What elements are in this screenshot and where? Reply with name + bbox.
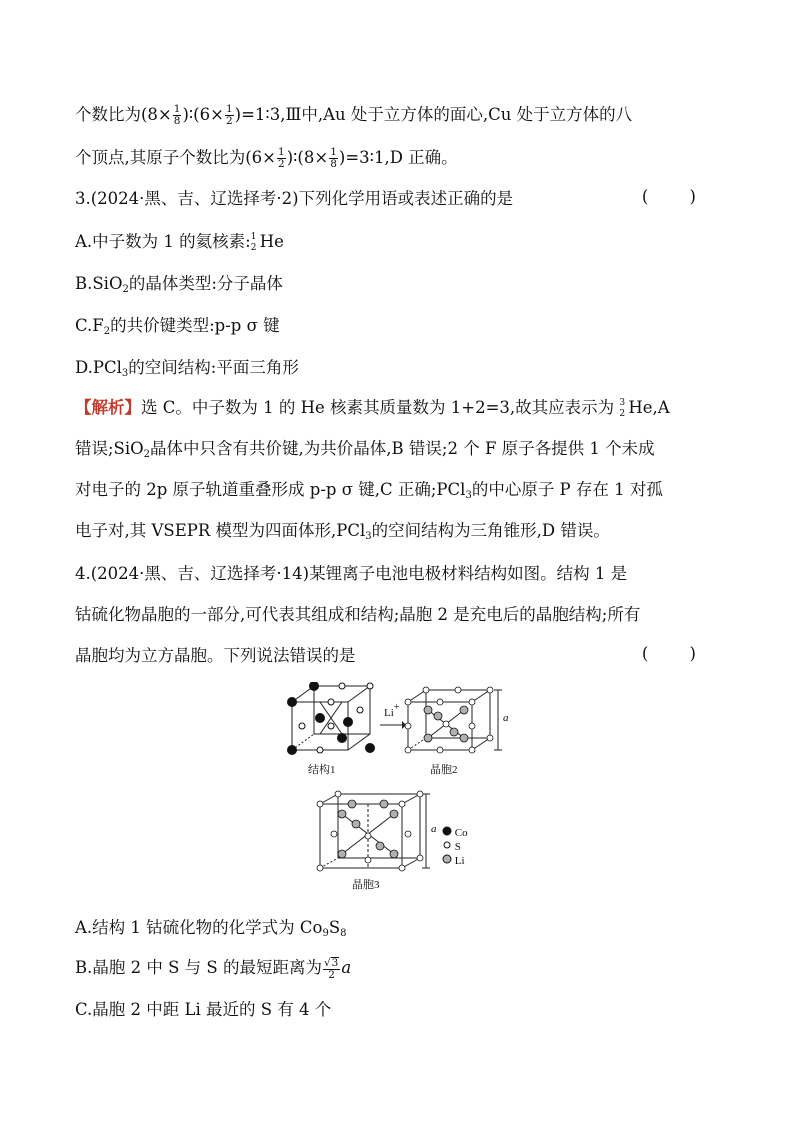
frac-num: 1 bbox=[330, 146, 337, 158]
question-3-option-c bbox=[75, 314, 280, 338]
s-atom bbox=[423, 687, 429, 693]
text-segment: )∶(8× bbox=[286, 148, 329, 167]
s-atom bbox=[405, 831, 411, 837]
mass-number: 1 bbox=[250, 231, 257, 242]
option-text: A.结构 1 钴硫化物的化学式为 Co bbox=[75, 918, 323, 937]
question-3-stem: 3.(2024·黑、吉、辽选择考·2)下列化学用语或表述正确的是 bbox=[75, 189, 514, 208]
text-segment: )=3∶1,D 正确。 bbox=[338, 148, 458, 167]
option-text: 的空间结构:平面三角形 bbox=[128, 358, 299, 377]
question-4-option-c: C.晶胞 2 中距 Li 最近的 S 有 4 个 bbox=[75, 1000, 332, 1019]
cell-2-edge-label: a bbox=[503, 712, 509, 724]
s-atom bbox=[405, 699, 411, 705]
s-atom bbox=[328, 723, 334, 729]
lithiation-arrow bbox=[380, 720, 406, 730]
analysis-text: 错误;SiO bbox=[75, 439, 144, 458]
question-3-option-a bbox=[75, 230, 284, 254]
analysis-line-3 bbox=[75, 478, 663, 502]
text-segment: )∶(6× bbox=[182, 105, 224, 124]
analysis-text: 对电子的 2p 原子轨道重叠形成 p-p σ 键,C 正确;PCl bbox=[75, 480, 466, 499]
subscript: 3 bbox=[465, 490, 472, 501]
s-atom bbox=[405, 723, 411, 729]
edge-variable: a bbox=[341, 958, 352, 977]
s-atom bbox=[367, 683, 373, 689]
figure-legend bbox=[442, 826, 468, 868]
cell-3-caption: 晶胞3 bbox=[352, 879, 380, 891]
frac-den: 2 bbox=[328, 968, 335, 981]
isotope-notation bbox=[251, 233, 260, 253]
subscript: 2 bbox=[122, 284, 129, 295]
question-3-answer-bracket: ( ) bbox=[641, 187, 714, 206]
s-atom bbox=[437, 699, 443, 705]
co-atom bbox=[288, 746, 297, 755]
subscript: 3 bbox=[121, 368, 129, 379]
question-3-option-d bbox=[75, 356, 299, 380]
legend-item-s: S bbox=[442, 840, 468, 854]
mass-number: 3 bbox=[619, 397, 626, 408]
co-atom bbox=[310, 682, 319, 691]
subscript: 2 bbox=[103, 326, 111, 337]
isotope-notation bbox=[619, 399, 628, 419]
frac-num: 1 bbox=[225, 103, 233, 115]
frac-num: 1 bbox=[173, 103, 181, 115]
analysis-text: 晶体中只含有共价键,为共价晶体,B 错误;2 个 F 原子各提供 1 个未成 bbox=[150, 439, 655, 458]
s-atom bbox=[443, 721, 449, 727]
analysis-line-2 bbox=[75, 437, 655, 461]
s-atom bbox=[455, 687, 461, 693]
s-atom bbox=[437, 747, 443, 753]
s-legend-icon bbox=[442, 840, 452, 850]
analysis-tag: 【解析】 bbox=[75, 398, 141, 417]
li-atom bbox=[352, 820, 360, 828]
s-atom bbox=[317, 865, 323, 871]
option-text: C.F bbox=[75, 316, 104, 335]
s-atom bbox=[357, 707, 363, 713]
subscript: 3 bbox=[365, 531, 372, 542]
li-atom bbox=[390, 850, 398, 858]
analysis-line-1 bbox=[75, 396, 670, 420]
explanation-line-2 bbox=[75, 146, 458, 170]
question-3-option-b bbox=[75, 272, 283, 296]
option-text: D.PCl bbox=[75, 358, 122, 377]
s-atom bbox=[469, 723, 475, 729]
co-atom bbox=[316, 714, 325, 723]
s-atom bbox=[469, 699, 475, 705]
frac-den: 8 bbox=[330, 158, 337, 170]
co-atom bbox=[338, 734, 347, 743]
analysis-text: He,A bbox=[628, 398, 670, 417]
analysis-line-4 bbox=[75, 519, 610, 543]
li-atom bbox=[348, 800, 356, 808]
s-atom bbox=[469, 747, 475, 753]
subscript: 2 bbox=[143, 449, 151, 460]
fraction-one-half bbox=[225, 104, 234, 127]
li-atom bbox=[424, 734, 432, 742]
cell-3-diagram bbox=[316, 790, 436, 872]
question-4-option-a bbox=[75, 916, 347, 940]
co-atom bbox=[344, 718, 353, 727]
analysis-text: 的空间结构为三角锥形,D 错误。 bbox=[371, 521, 610, 540]
li-atom bbox=[376, 842, 384, 850]
s-atom bbox=[365, 833, 371, 839]
s-atom bbox=[487, 735, 493, 741]
atomic-number: 2 bbox=[619, 408, 626, 419]
text-segment: )=1∶3,Ⅲ中,Au 处于立方体的面心,Cu 处于立方体的八 bbox=[234, 105, 633, 124]
atomic-number: 2 bbox=[250, 242, 257, 253]
question-4-line-2: 钴硫化物晶胞的一部分,可代表其组成和结构;晶胞 2 是充电后的晶胞结构;所有 bbox=[75, 605, 641, 624]
option-text: 的共价键类型:p-p σ 键 bbox=[110, 316, 280, 335]
option-text: 的晶体类型:分子晶体 bbox=[128, 274, 283, 293]
analysis-text: 的中心原子 P 存在 1 对孤 bbox=[471, 480, 663, 499]
co-legend-icon bbox=[442, 826, 452, 836]
s-atom bbox=[317, 747, 323, 753]
co-atom bbox=[366, 744, 375, 753]
s-atom bbox=[365, 857, 371, 863]
explanation-line-1 bbox=[75, 103, 632, 127]
li-atom bbox=[460, 706, 468, 714]
li-atom bbox=[390, 810, 398, 818]
subscript: 9 bbox=[322, 928, 329, 939]
lithiation-arrow-label: Li+ bbox=[384, 702, 400, 719]
li-atom bbox=[460, 734, 468, 742]
li-atom bbox=[338, 850, 346, 858]
fraction-sqrt3-over-2 bbox=[323, 957, 340, 981]
li-atom bbox=[338, 810, 346, 818]
option-text: S bbox=[328, 918, 341, 937]
text-segment: 个数比为(8× bbox=[75, 105, 172, 124]
s-atom bbox=[405, 747, 411, 753]
fraction-one-eighth bbox=[173, 104, 182, 127]
analysis-text: 选 C。中子数为 1 的 He 核素其质量数为 1+2=3,故其应表示为 bbox=[141, 398, 620, 417]
frac-den: 8 bbox=[173, 115, 181, 127]
s-atom bbox=[317, 801, 323, 807]
subscript: 8 bbox=[340, 928, 347, 939]
li-legend-icon bbox=[442, 854, 452, 864]
question-4-option-b bbox=[75, 956, 351, 981]
s-atom bbox=[399, 801, 405, 807]
s-atom bbox=[299, 723, 305, 729]
element-symbol: He bbox=[259, 232, 284, 251]
fraction-one-half bbox=[277, 147, 286, 170]
s-atom bbox=[487, 687, 493, 693]
question-4-line-3: 晶胞均为立方晶胞。下列说法错误的是 bbox=[75, 646, 356, 665]
s-atom bbox=[331, 831, 337, 837]
frac-num: 1 bbox=[278, 146, 285, 158]
option-text: B.晶胞 2 中 S 与 S 的最短距离为 bbox=[75, 958, 322, 977]
li-atom bbox=[424, 706, 432, 714]
frac-den: 2 bbox=[225, 115, 233, 127]
s-atom bbox=[417, 791, 423, 797]
s-atom bbox=[339, 683, 345, 689]
option-text: A.中子数为 1 的氦核素: bbox=[75, 232, 251, 251]
s-atom bbox=[399, 865, 405, 871]
option-text: B.SiO bbox=[75, 274, 123, 293]
li-atom bbox=[434, 712, 442, 720]
cell-2-caption: 晶胞2 bbox=[430, 764, 458, 776]
frac-den: 2 bbox=[278, 158, 285, 170]
s-atom bbox=[417, 855, 423, 861]
legend-item-li: Li bbox=[442, 854, 468, 868]
structure-1-diagram bbox=[282, 682, 382, 760]
analysis-text: 电子对,其 VSEPR 模型为四面体形,PCl bbox=[75, 521, 366, 540]
structure-1-caption: 结构1 bbox=[308, 764, 336, 776]
cell-3-edge-label: a bbox=[431, 823, 437, 835]
s-atom bbox=[328, 699, 334, 705]
frac-num: √3 bbox=[323, 956, 339, 969]
text-segment: 个顶点,其原子个数比为(6× bbox=[75, 148, 277, 167]
s-atom bbox=[335, 791, 341, 797]
legend-item-co: Co bbox=[442, 826, 468, 840]
co-atom bbox=[288, 698, 297, 707]
cell-2-diagram bbox=[404, 686, 516, 754]
question-4-answer-bracket: ( ) bbox=[641, 644, 714, 663]
li-atom bbox=[380, 800, 388, 808]
fraction-one-eighth bbox=[329, 147, 338, 170]
li-atom bbox=[450, 728, 458, 736]
question-4-line-1: 4.(2024·黑、吉、辽选择考·14)某锂离子电池电极材料结构如图。结构 1 是 bbox=[75, 564, 628, 583]
